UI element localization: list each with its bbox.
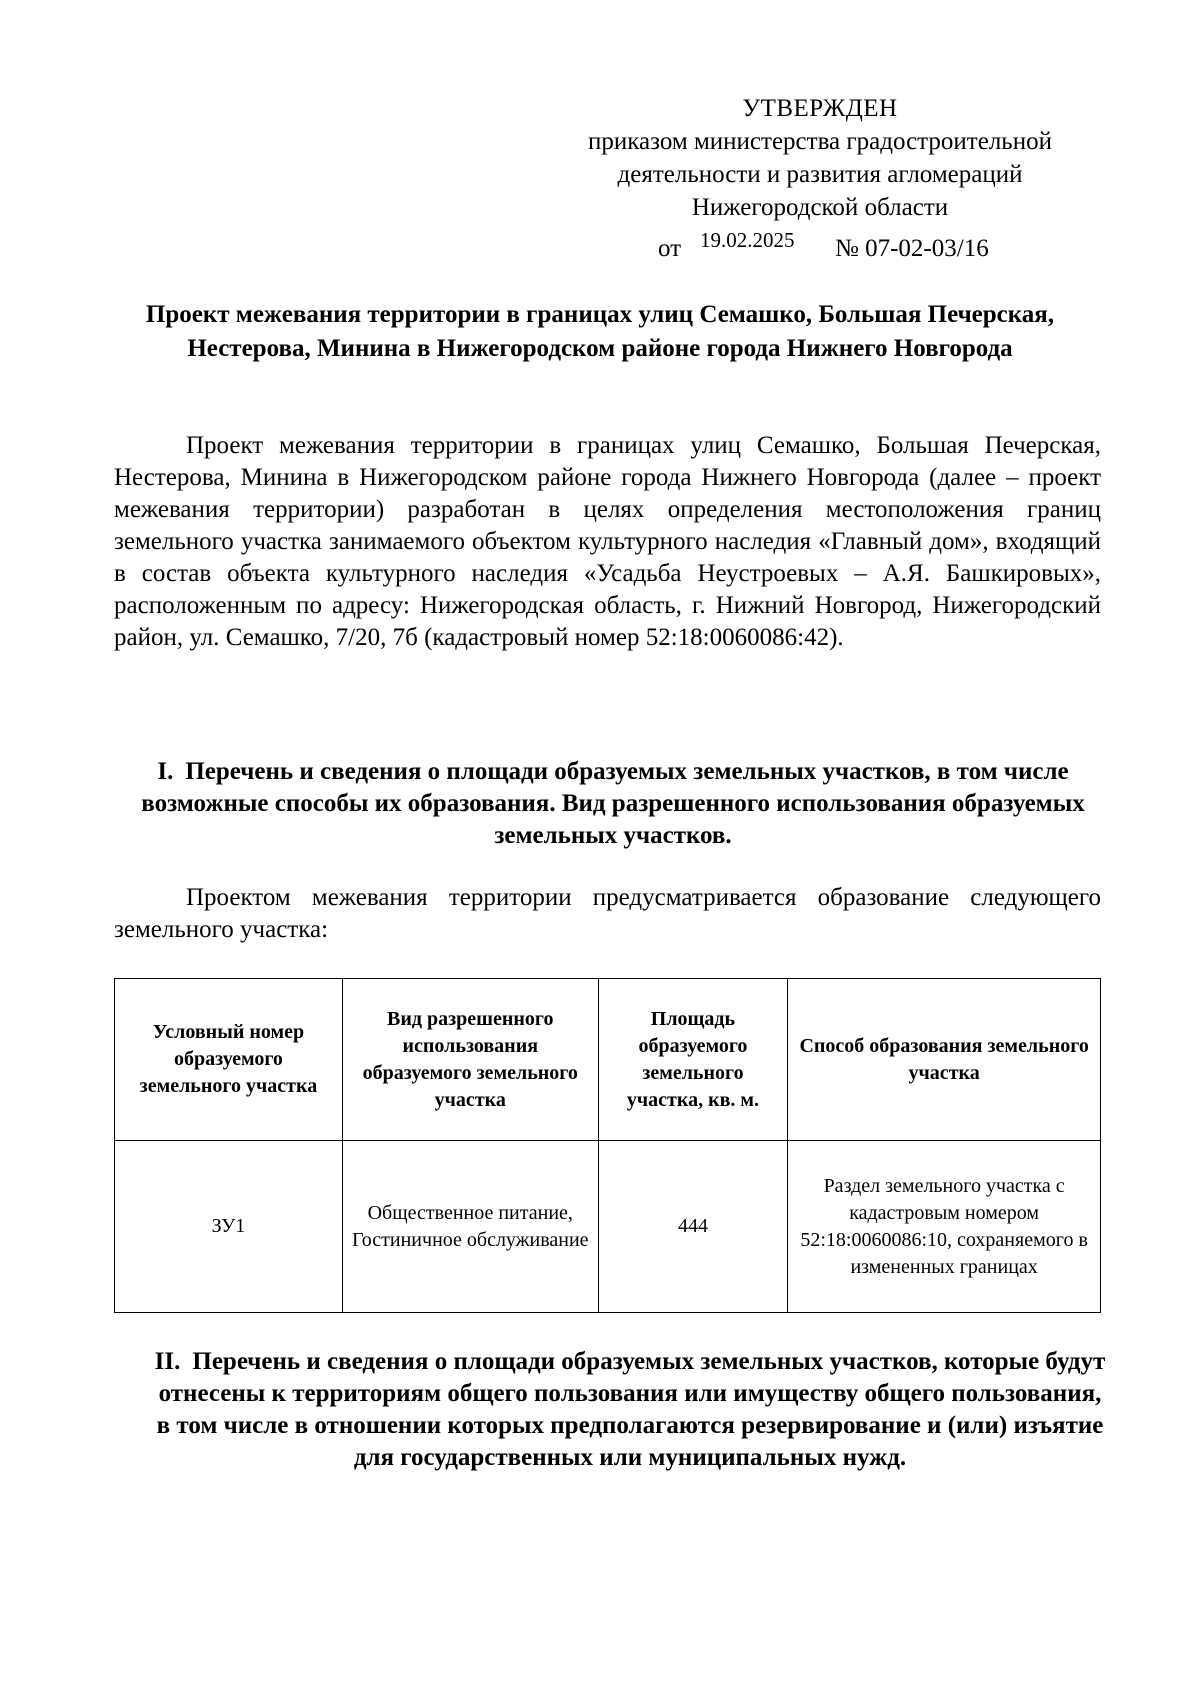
section-title: Перечень и сведения о площади образуемых земельных участков, которые будут отнесены к территориям общего пользования или имуществу общего пользования, в том числе в отношении которых предполагаются резервирование и (или) изъятие для государственных или муниципальных нужд. [156,1348,1106,1471]
section-number: II. [154,1348,181,1375]
table-cell: Общественное питание, Гостиничное обслуживание [342,1141,598,1313]
table-header-cell: Условный номер образуемого земельного участка [115,979,343,1141]
table-row [115,1141,1101,1313]
order-from-label: от [658,235,682,262]
table-header-row [115,979,1101,1141]
document-title: Проект межевания территории в границах улиц Семашко, Большая Печерская, Нестерова, Минина в Нижегородском районе города Нижнего Новгорода [145,301,1055,362]
intro-paragraph: Проект межевания территории в границах улиц Семашко, Большая Печерская, Нестерова, Минина в Нижегородском районе города Нижнего Новгорода (далее – проект межевания территории) разработан в целях определения местоположения границ земельного участка занимаемого объектом культурного наследия «Главный дом», входящий в состав объекта культурного наследия «Усадьба Неустроевых – А.Я. Башкировых», расположенным по адресу: Нижегородская область, г. Нижний Новгород, Нижегородский район, ул. Семашко, 7/20, 7б (кадастровый номер 52:18:0060086:42). [114,432,1101,651]
order-date: 19.02.2025 [700,228,795,252]
section-2-heading [150,1346,1110,1474]
approval-line: приказом министерства градостроительной [588,128,1052,155]
table-header-cell: Площадь образуемого земельного участка, кв. м. [598,979,788,1141]
approval-stamp [540,92,1100,264]
section-number: I. [157,758,174,785]
table-cell: Раздел земельного участка с кадастровым номером 52:18:0060086:10, сохраняемого в измененных границах [788,1141,1101,1313]
table-cell: 444 [598,1141,788,1313]
approval-title: УТВЕРЖДЕН [742,95,898,122]
table-header-cell: Способ образования земельного участка [788,979,1101,1141]
approval-line: деятельности и развития агломераций [617,161,1023,188]
land-plots-table [114,978,1101,1313]
section-1-heading [118,756,1108,852]
section-title: Перечень и сведения о площади образуемых земельных участков, в том числе возможные способы их образования. Вид разрешенного использования образуемых земельных участков. [141,758,1085,849]
approval-line: Нижегородской области [691,194,949,221]
table-cell: ЗУ1 [115,1141,343,1313]
table-header-cell: Вид разрешенного использования образуемого земельного участка [342,979,598,1141]
order-reference [540,224,1100,264]
order-number: № 07-02-03/16 [835,235,989,262]
section-1-paragraph: Проектом межевания территории предусматривается образование следующего земельного участка: [114,884,1101,943]
